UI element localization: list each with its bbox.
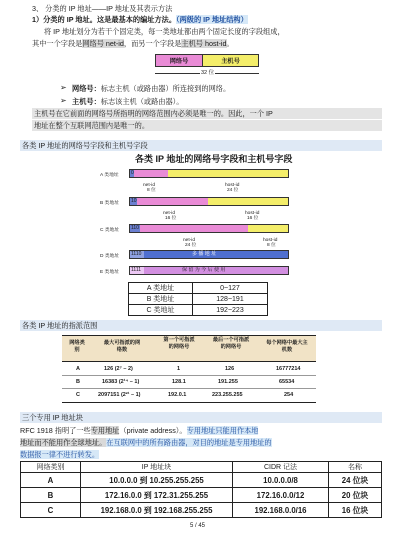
class-b-net-bits: 16 位 (165, 216, 177, 221)
class-c-host: host-id (263, 238, 278, 243)
class-b-net: net-id (163, 211, 175, 216)
class-a-host: host-id (225, 183, 240, 188)
private-address-table (20, 461, 382, 518)
class-c-net-bits: 24 位 (185, 243, 197, 248)
assign-table: 网络类别 最大可指派的网络数 第一个可指派的网络号 最后一个可指派的网络号 每个网络中最大主机数 A 126 (2⁷ – 2) 1 126 16777214 B 16383 (2¹⁴ – 1) 128.1 191.255 65534 C 2097151 (2²¹ – 1) 192.0.1 223.255.255 254 (62, 335, 316, 403)
class-a-bar (129, 169, 289, 178)
class-a-label: A 类地址 (100, 173, 119, 178)
class-figure-title: 各类 IP 地址的网络号字段和主机号字段 (135, 154, 293, 164)
bullet-arrow-icon: ➢ (60, 96, 67, 105)
class-a-host-bits: 24 位 (227, 188, 239, 193)
class-a-net: net-id (143, 183, 155, 188)
ip-structure-diagram (155, 54, 265, 84)
bullet-net: 网络号：标志主机（或路由器）所连接到的网络。 (72, 84, 231, 93)
width-label: 32 位 (201, 70, 215, 76)
class-b-label: B 类地址 (100, 201, 119, 206)
page-number: 5 / 45 (190, 523, 206, 529)
class-c-prefix: 110 (131, 225, 139, 231)
table-row: B 172.16.0.0 到 172.31.255.255 172.16.0.0/12 20 位块 (21, 488, 382, 503)
class-d-body: 多 播 地 址 (192, 251, 217, 257)
heading-sub1: 1）分类的 IP 地址。这是最基本的编址方法。（两级的 IP 地址结构） (32, 15, 248, 24)
class-b-host-bits: 16 位 (247, 216, 259, 221)
table-row: 网络类别 IP 地址块 CIDR 记法 名称 (21, 462, 382, 473)
table-row: C 192.168.0.0 到 192.168.255.255 192.168.0.0/16 16 位块 (21, 503, 382, 518)
bullet-host: 主机号：标志该主机（或路由器）。 (72, 97, 184, 106)
class-range-table (128, 282, 268, 316)
class-b-prefix: 10 (131, 198, 137, 204)
section-title-1: 各类 IP 地址的网络号字段和主机号字段 (22, 141, 148, 150)
rfc-line-2: 地址而不能用作全球地址。在互联网中的所有路由器，对目的地址是专用地址的 (20, 438, 272, 447)
class-c-net: net-id (183, 238, 195, 243)
para-line-2: 其中一个字段是网络号 net-id，而另一个字段是主机号 host-id。 (32, 39, 234, 48)
class-c-label: C 类地址 (100, 228, 120, 233)
host-field: 主机号 (203, 54, 259, 67)
class-e-body: 保 留 为 今 后 使 用 (182, 267, 226, 273)
class-e-bar (129, 266, 289, 275)
table-row: B 类地址 128~191 (129, 294, 268, 305)
class-d-label: D 类地址 (100, 254, 120, 259)
table-row: C 类地址 192~223 (129, 305, 268, 316)
note-line-1: 主机号在它前面的网络号所指明的网络范围内必须是唯一的。因此，一个 IP (34, 109, 273, 118)
class-b-bar (129, 197, 289, 206)
class-a-net-bits: 8 位 (147, 188, 156, 193)
heading-title: 3、 分类的 IP 地址——IP 地址及其表示方法 (32, 4, 173, 13)
class-figure (97, 154, 309, 280)
class-c-bar (129, 224, 289, 233)
class-e-prefix: 1111 (131, 267, 142, 273)
table-row: A 10.0.0.0 到 10.255.255.255 10.0.0.0/8 24 位块 (21, 473, 382, 488)
note-line-2: 地址在整个互联网范围内是唯一的。 (34, 121, 150, 130)
table-row: A 类地址 0~127 (129, 283, 268, 294)
class-c-host-bits: 8 位 (267, 243, 276, 248)
section-title-2: 各类 IP 地址的指派范围 (22, 321, 98, 330)
class-d-prefix: 1110 (131, 251, 142, 257)
bullet-arrow-icon: ➢ (60, 83, 67, 92)
class-e-label: E 类地址 (100, 270, 119, 275)
para-line-1: 将 IP 地址划分为若干个固定类，每一类地址都由两个固定长度的字段组成， (44, 27, 285, 36)
class-a-prefix: 0 (131, 170, 134, 176)
net-field: 网络号 (155, 54, 203, 67)
section-title-3: 三个专用 IP 地址块 (22, 413, 83, 422)
class-d-bar (129, 250, 289, 259)
rfc-line-1: RFC 1918 指明了一些专用地址（private address）。专用地址只能用作本地 (20, 426, 259, 435)
rfc-line-3: 数据报一律不进行转发。 (20, 450, 100, 459)
class-b-host: host-id (245, 211, 260, 216)
